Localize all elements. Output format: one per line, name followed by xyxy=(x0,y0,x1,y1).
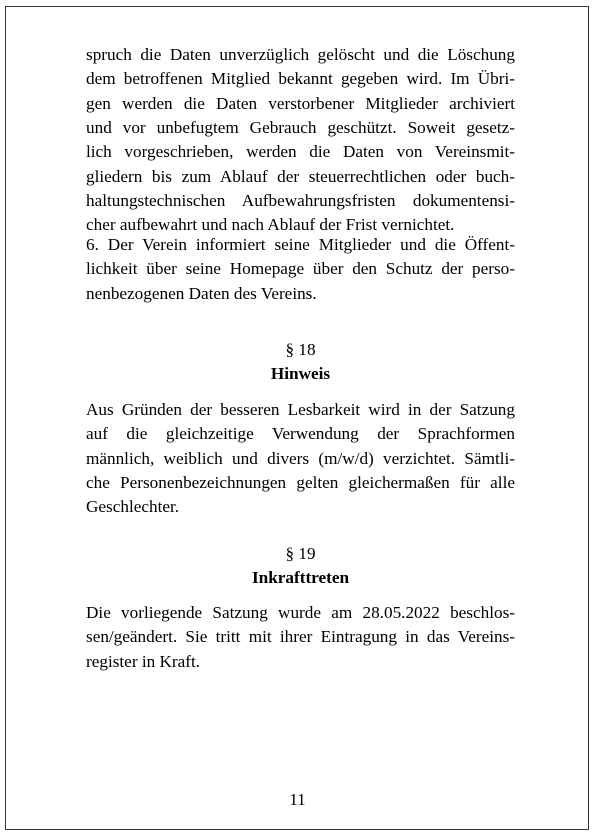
text-line: cher aufbewahrt und nach Ablauf der Frist vernichtet. xyxy=(86,215,455,235)
text-line: Die vorliegende Satzung wurde am 28.05.2022 beschlos- xyxy=(86,603,515,622)
text-line: spruch die Daten unverzüglich gelöscht und die Löschung xyxy=(86,45,515,64)
text-line: 6. Der Verein informiert seine Mitglieder und die Öffent- xyxy=(86,235,515,254)
text-line: auf die gleichzeitige Verwendung der Sprachformen xyxy=(86,424,515,444)
section-19-heading xyxy=(86,542,515,591)
text-line: gen werden die Daten verstorbener Mitglieder archiviert xyxy=(86,93,515,113)
section-18-heading xyxy=(86,338,515,387)
text-line: Aus Gründen der besseren Lesbarkeit wird in der Satzung xyxy=(86,400,515,419)
text-line: nenbezogenen Daten des Vereins. xyxy=(86,283,317,303)
text-line: lichkeit über seine Homepage über den Schutz der perso- xyxy=(86,259,515,279)
text-line: männlich, weiblich und divers (m/w/d) verzichtet. Sämtli- xyxy=(86,448,515,468)
page-number: 11 xyxy=(289,790,306,809)
text-line: und vor unbefugtem Gebrauch geschützt. Soweit gesetz- xyxy=(86,118,515,138)
paragraph-6 xyxy=(86,233,515,306)
text-line: haltungstechnischen Aufbewahrungsfristen dokumentensi- xyxy=(86,191,515,211)
text-line: register in Kraft. xyxy=(86,651,201,671)
text-line: gliedern bis zum Ablauf der steuerrechtlichen oder buch- xyxy=(86,166,515,186)
section-19-body xyxy=(86,601,515,674)
text-line: che Personenbezeichnungen gelten gleichermaßen für alle xyxy=(86,473,515,493)
section-number: § 19 xyxy=(285,544,316,563)
section-title: Hinweis xyxy=(270,364,331,384)
section-number: § 18 xyxy=(285,340,316,359)
text-line: sen/geändert. Sie tritt mit ihrer Eintragung in das Vereins- xyxy=(86,627,515,647)
section-18-body xyxy=(86,398,515,520)
section-title: Inkrafttreten xyxy=(251,568,350,588)
text-line: lich vorgeschrieben, werden die Daten von Vereinsmit- xyxy=(86,142,515,162)
paragraph-continuation xyxy=(86,43,515,238)
text-line: Geschlechter. xyxy=(86,497,180,517)
text-line: dem betroffenen Mitglied bekannt gegeben wird. Im Übri- xyxy=(86,69,515,89)
